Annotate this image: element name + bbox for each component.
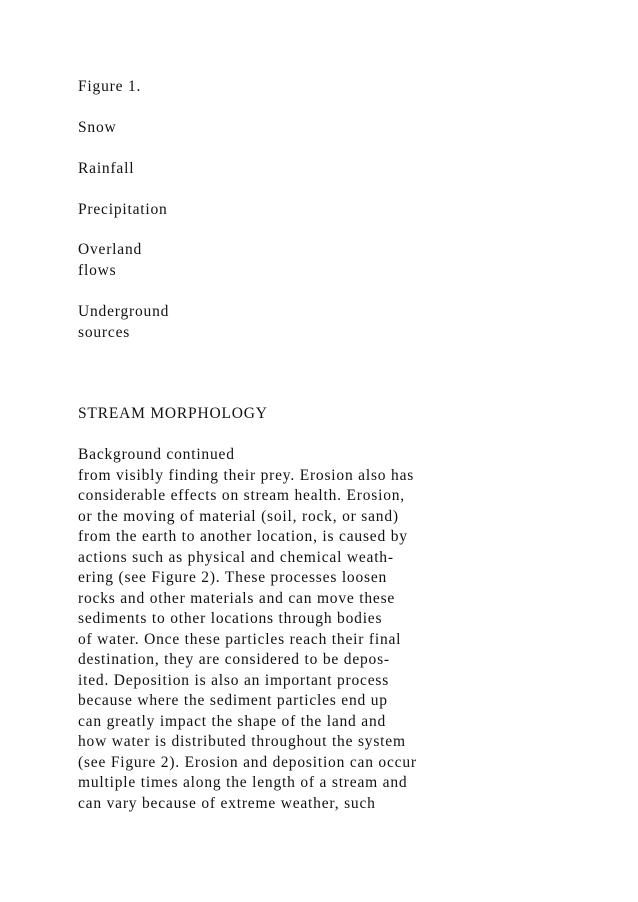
body-line: actions such as physical and chemical weath- bbox=[78, 548, 394, 566]
body-line: destination, they are considered to be depos- bbox=[78, 651, 390, 668]
body-line: can greatly impact the shape of the land and bbox=[78, 712, 387, 730]
figure-label-rainfall: Rainfall bbox=[78, 160, 135, 177]
body-line: of water. Once these particles reach their final bbox=[78, 630, 402, 648]
body-line: how water is distributed throughout the system bbox=[78, 733, 406, 750]
section-heading: STREAM MORPHOLOGY bbox=[78, 405, 268, 422]
body-line: ited. Deposition is also an important process bbox=[78, 671, 390, 689]
section-body bbox=[78, 445, 417, 814]
body-line: (see Figure 2). Erosion and deposition can occur bbox=[78, 753, 417, 771]
figure-title: Figure 1. bbox=[78, 78, 142, 95]
body-line: or the moving of material (soil, rock, or sand) bbox=[78, 507, 399, 525]
figure-label-overland-flows: Overland flows bbox=[78, 241, 143, 279]
section-subheading: Background continued bbox=[78, 446, 235, 463]
body-line: sediments to other locations through bodies bbox=[78, 610, 383, 627]
figure-label-precipitation: Precipitation bbox=[78, 201, 168, 218]
body-line: from visibly finding their prey. Erosion also has bbox=[78, 466, 415, 484]
body-line: because where the sediment particles end up bbox=[78, 692, 388, 709]
body-line: rocks and other materials and can move these bbox=[78, 589, 396, 607]
body-line: can vary because of extreme weather, such bbox=[78, 794, 376, 812]
body-line: ering (see Figure 2). These processes loosen bbox=[78, 569, 388, 586]
body-line: multiple times along the length of a stream and bbox=[78, 774, 408, 791]
body-line: from the earth to another location, is caused by bbox=[78, 528, 408, 545]
body-line: considerable effects on stream health. Erosion, bbox=[78, 487, 405, 504]
figure-label-snow: Snow bbox=[78, 119, 117, 136]
figure-label-underground-sources: Underground sources bbox=[78, 303, 170, 341]
